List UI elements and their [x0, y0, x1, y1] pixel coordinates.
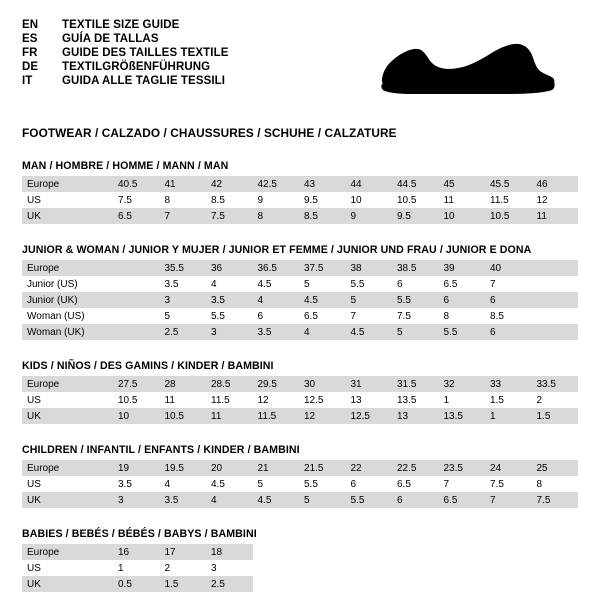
size-cell: 1.5: [160, 576, 207, 592]
size-cell: 11.5: [211, 394, 230, 406]
size-cell: 1.5: [490, 394, 504, 406]
table-row: [22, 408, 578, 424]
row-label: Junior (UK): [22, 292, 113, 308]
size-cell: 9: [257, 194, 264, 206]
size-cell: 6: [257, 310, 264, 322]
size-cell: 21: [253, 460, 300, 476]
size-cell: 7.5: [532, 492, 579, 508]
row-label: US: [27, 394, 41, 406]
size-cell: 2: [536, 394, 543, 406]
size-cell: 8: [443, 310, 450, 322]
section-title: JUNIOR & WOMAN / JUNIOR Y MUJER / JUNIOR ET FEMME / JUNIOR UND FRAU / JUNIOR E DONA: [22, 244, 532, 256]
size-cell: 21.5: [299, 460, 346, 476]
size-cell: 13.5: [439, 408, 486, 424]
size-cell: 1: [118, 562, 124, 574]
size-cell: 3.5: [160, 492, 207, 508]
size-cell: 4.5: [257, 278, 272, 290]
row-label: UK: [22, 576, 113, 592]
size-cell: 8: [164, 194, 171, 206]
row-label: Europe: [22, 460, 113, 476]
size-cell: 4.5: [211, 478, 225, 490]
footwear-heading: FOOTWEAR / CALZADO / CHAUSSURES / SCHUHE / CALZATURE: [22, 126, 397, 140]
size-cell: 42.5: [253, 176, 300, 192]
size-cell: [532, 260, 579, 276]
size-cell: 31.5: [392, 376, 439, 392]
size-cell: 8.5: [211, 194, 225, 206]
language-title: TEXTILGRÖßENFÜHRUNG: [62, 61, 211, 73]
size-cell: 11.5: [253, 408, 300, 424]
size-cell: 42: [206, 176, 253, 192]
size-cell: 4.5: [253, 492, 300, 508]
size-cell: 6: [439, 292, 486, 308]
size-cell: 18: [206, 544, 253, 560]
size-cell: 9.5: [392, 208, 439, 224]
size-cell: 16: [113, 544, 160, 560]
size-cell: 7: [160, 208, 207, 224]
size-cell: [113, 260, 160, 276]
row-label: US: [27, 562, 41, 574]
table-filler: [253, 544, 579, 560]
size-cell: 27.5: [113, 376, 160, 392]
header: [22, 18, 578, 111]
section-kids: [22, 360, 578, 424]
size-cell: 31: [346, 376, 393, 392]
size-cell: 41: [160, 176, 207, 192]
size-cell: 7: [490, 278, 496, 290]
size-cell: 5: [304, 278, 310, 290]
size-cell: 44: [346, 176, 393, 192]
size-cell: 7: [485, 492, 532, 508]
size-cell: 3: [211, 562, 217, 574]
size-cell: [532, 292, 579, 308]
table-row: [22, 308, 578, 324]
language-row: [22, 18, 229, 32]
size-cell: 37.5: [299, 260, 346, 276]
size-cell: 9.5: [304, 194, 318, 206]
size-cell: 3.5: [118, 478, 132, 490]
size-cell: 2.5: [206, 576, 253, 592]
row-label: UK: [22, 492, 113, 508]
size-cell: 45: [439, 176, 486, 192]
size-cell: 10.5: [160, 408, 207, 424]
size-cell: 10: [439, 208, 486, 224]
size-cell: 32: [439, 376, 486, 392]
language-code: FR: [22, 47, 38, 59]
table-row: [22, 392, 578, 408]
size-cell: 2.5: [160, 324, 207, 340]
size-cell: 7: [350, 310, 357, 322]
size-cell: 4: [299, 324, 346, 340]
size-cell: 3.5: [253, 324, 300, 340]
size-cell: 3: [113, 492, 160, 508]
size-cell: [532, 276, 579, 292]
size-cell: 25: [532, 460, 579, 476]
size-cell: 4: [206, 492, 253, 508]
language-code: EN: [22, 19, 39, 31]
table-row: [22, 260, 578, 276]
row-label: Europe: [22, 376, 113, 392]
size-cell: 4: [253, 292, 300, 308]
size-cell: 29.5: [253, 376, 300, 392]
table-row: [22, 208, 578, 224]
language-title-list: [22, 18, 229, 88]
size-cell: 11.5: [490, 194, 509, 206]
size-cell: 11: [443, 194, 454, 206]
section-babies: [22, 528, 578, 592]
section-children: [22, 444, 578, 508]
size-cell: 11: [164, 394, 175, 406]
row-label: US: [27, 194, 41, 206]
size-cell: 13.5: [397, 394, 417, 406]
size-cell: 5.5: [346, 492, 393, 508]
section-title: CHILDREN / INFANTIL / ENFANTS / KINDER / BAMBINI: [22, 444, 300, 456]
language-row: [22, 60, 229, 74]
size-cell: [532, 308, 579, 324]
language-code: DE: [22, 61, 39, 73]
size-cell: [113, 324, 160, 340]
size-cell: 1.5: [532, 408, 579, 424]
table-filler: [253, 576, 579, 592]
dress-shoe-icon: [376, 34, 556, 111]
size-cell: 10.5: [118, 394, 138, 406]
size-cell: 0.5: [113, 576, 160, 592]
size-cell: 7.5: [397, 310, 411, 322]
size-cell: 12: [257, 394, 269, 406]
size-cell: [113, 276, 160, 292]
size-cell: 4: [211, 278, 217, 290]
table-row: [22, 324, 578, 340]
size-cell: 13: [392, 408, 439, 424]
size-cell: 6: [485, 292, 532, 308]
size-cell: 8.5: [490, 310, 504, 322]
size-cell: 19.5: [160, 460, 207, 476]
size-cell: 5: [346, 292, 393, 308]
size-cell: 5: [257, 478, 264, 490]
size-cell: 6.5: [113, 208, 160, 224]
size-cell: 4: [164, 478, 171, 490]
size-cell: [113, 308, 160, 324]
size-cell: 5.5: [392, 292, 439, 308]
size-cell: 8: [253, 208, 300, 224]
size-cell: 40.5: [113, 176, 160, 192]
size-cell: 1: [485, 408, 532, 424]
size-cell: 36.5: [253, 260, 300, 276]
section-title: KIDS / NIÑOS / DES GAMINS / KINDER / BAMBINI: [22, 360, 274, 372]
size-cell: 45.5: [485, 176, 532, 192]
section-title: MAN / HOMBRE / HOMME / MANN / MAN: [22, 160, 229, 172]
size-cell: 3.5: [164, 278, 179, 290]
size-cell: 6: [397, 278, 403, 290]
size-cell: 36: [206, 260, 253, 276]
size-cell: 3.5: [206, 292, 253, 308]
row-label: Europe: [22, 544, 113, 560]
table-row: [22, 276, 578, 292]
section-junior-woman: [22, 244, 578, 340]
table-row: [22, 192, 578, 208]
table-row: [22, 560, 578, 576]
size-cell: 13: [350, 394, 362, 406]
row-label: US: [27, 478, 41, 490]
size-cell: 7: [443, 478, 450, 490]
size-cell: 6: [350, 478, 357, 490]
size-cell: 4.5: [346, 324, 393, 340]
size-cell: 6: [392, 492, 439, 508]
row-label: UK: [22, 208, 113, 224]
row-label: Europe: [22, 176, 113, 192]
section-title: BABIES / BEBÉS / BÉBÉS / BABYS / BAMBINI: [22, 528, 257, 540]
size-cell: 5.5: [439, 324, 486, 340]
size-cell: 23.5: [439, 460, 486, 476]
size-cell: 5.5: [211, 310, 225, 322]
language-title: TEXTILE SIZE GUIDE: [62, 19, 180, 31]
size-cell: 6.5: [443, 278, 458, 290]
size-cell: 5: [392, 324, 439, 340]
language-title: GUIDA ALLE TAGLIE TESSILI: [62, 75, 226, 87]
size-cell: 6.5: [304, 310, 318, 322]
size-cell: 2: [164, 562, 171, 574]
size-cell: 10: [113, 408, 160, 424]
table-row: [22, 292, 578, 308]
size-cell: 5.5: [304, 478, 318, 490]
size-table-man: [22, 176, 578, 224]
size-cell: 6.5: [397, 478, 411, 490]
row-label: UK: [22, 408, 113, 424]
size-cell: 33: [485, 376, 532, 392]
size-cell: 24: [485, 460, 532, 476]
size-cell: 11: [532, 208, 579, 224]
size-cell: 35.5: [160, 260, 207, 276]
size-cell: 38: [346, 260, 393, 276]
row-label: Woman (UK): [22, 324, 113, 340]
language-title: GUIDE DES TAILLES TEXTILE: [62, 47, 229, 59]
language-row: [22, 74, 229, 88]
table-row: [22, 576, 578, 592]
size-cell: 33.5: [532, 376, 579, 392]
size-cell: 17: [160, 544, 207, 560]
row-label: Europe: [22, 260, 113, 276]
size-cell: 1: [443, 394, 450, 406]
size-cell: 39: [439, 260, 486, 276]
size-cell: 19: [113, 460, 160, 476]
size-cell: 12.5: [304, 394, 324, 406]
size-cell: 43: [299, 176, 346, 192]
size-cell: 9: [346, 208, 393, 224]
size-cell: 8.5: [299, 208, 346, 224]
size-cell: 11: [206, 408, 253, 424]
language-row: [22, 46, 229, 60]
size-table-kids: [22, 376, 578, 424]
size-cell: 10.5: [485, 208, 532, 224]
size-cell: [113, 292, 160, 308]
size-cell: 12: [536, 194, 548, 206]
size-cell: 4.5: [299, 292, 346, 308]
size-cell: 12: [299, 408, 346, 424]
language-title-list-body: [22, 18, 229, 88]
size-cell: 28: [160, 376, 207, 392]
size-cell: 8: [536, 478, 543, 490]
language-row: [22, 32, 229, 46]
size-cell: 40: [485, 260, 532, 276]
size-cell: 5: [299, 492, 346, 508]
size-cell: 10.5: [397, 194, 417, 206]
language-code: IT: [22, 75, 33, 87]
size-cell: 30: [299, 376, 346, 392]
table-row: [22, 460, 578, 476]
size-cell: 3: [160, 292, 207, 308]
table-row: [22, 492, 578, 508]
size-cell: 20: [206, 460, 253, 476]
size-table-junior-woman: [22, 260, 578, 340]
size-cell: 5.5: [350, 278, 365, 290]
size-cell: 10: [350, 194, 362, 206]
size-cell: 38.5: [392, 260, 439, 276]
size-cell: 7.5: [206, 208, 253, 224]
table-row: [22, 544, 578, 560]
table-row: [22, 476, 578, 492]
size-cell: 22.5: [392, 460, 439, 476]
size-cell: 5: [164, 310, 171, 322]
size-cell: 12.5: [346, 408, 393, 424]
size-cell: 7.5: [490, 478, 504, 490]
size-cell: 22: [346, 460, 393, 476]
size-cell: 6: [485, 324, 532, 340]
size-cell: 3: [206, 324, 253, 340]
size-table-babies: [22, 544, 578, 592]
table-row: [22, 176, 578, 192]
size-cell: 44.5: [392, 176, 439, 192]
language-title: GUÍA DE TALLAS: [62, 33, 159, 45]
size-cell: 28.5: [206, 376, 253, 392]
table-row: [22, 376, 578, 392]
table-filler: [253, 560, 579, 576]
row-label: Junior (US): [27, 278, 78, 290]
language-code: ES: [22, 33, 38, 45]
size-cell: 6.5: [439, 492, 486, 508]
row-label: Woman (US): [27, 310, 85, 322]
size-cell: 7.5: [118, 194, 132, 206]
size-cell: 46: [532, 176, 579, 192]
size-table-children: [22, 460, 578, 508]
section-man: [22, 160, 578, 224]
size-cell: [532, 324, 579, 340]
